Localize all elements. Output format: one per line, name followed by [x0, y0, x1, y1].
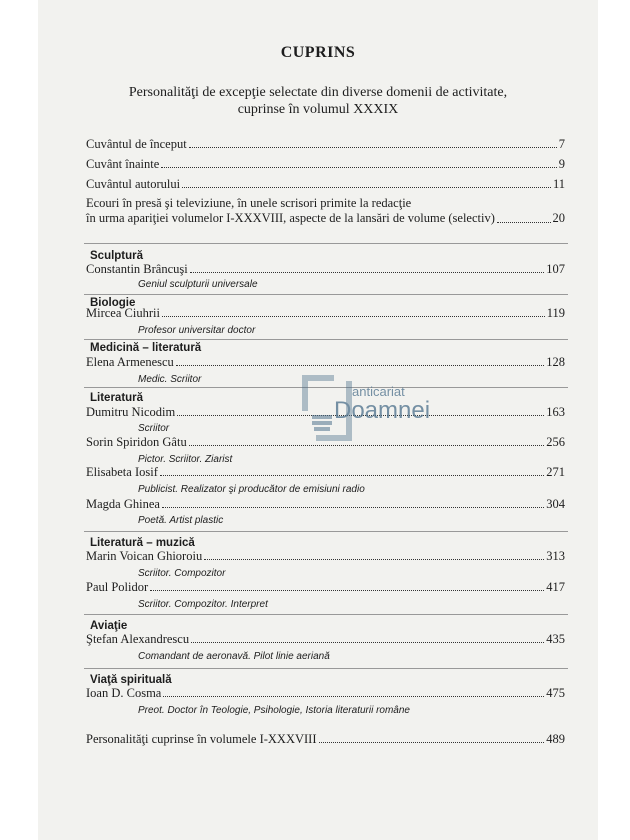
- section-title: Aviaţie: [90, 620, 128, 632]
- toc-entry-name: Ioan D. Cosma: [86, 686, 162, 700]
- toc-entry-name: Ştefan Alexandrescu: [86, 632, 190, 646]
- toc-entry: [86, 137, 565, 151]
- subtitle-line-2: cuprinse în volumul XXXIX: [237, 102, 399, 117]
- toc-entry-page: 313: [546, 549, 565, 563]
- toc-entry-name: Dumitru Nicodim: [86, 405, 176, 419]
- toc-entry-description: Publicist. Realizator şi producător de emisiuni radio: [138, 484, 365, 495]
- dot-leader: [162, 315, 545, 317]
- subtitle: [38, 84, 598, 118]
- toc-entry-label: Ecouri în presă şi televiziune, în unele scrisori primite la redacţie: [86, 196, 412, 210]
- dot-leader: [319, 741, 545, 743]
- section-divider: [84, 294, 568, 295]
- toc-entry-page: 271: [546, 465, 565, 479]
- toc-entry: [86, 306, 565, 320]
- toc-entry-name: Elena Armenescu: [86, 355, 174, 369]
- toc-entry-page: 7: [558, 137, 565, 151]
- toc-entry-page: 417: [546, 580, 565, 594]
- toc-entry-page: 435: [546, 632, 565, 646]
- toc-entry-label: în urma apariţiei volumelor I-XXXVIII, aspecte de la lansări de volume (selectiv): [86, 211, 495, 225]
- toc-entry-page: 475: [546, 686, 565, 700]
- dot-leader: [161, 166, 557, 168]
- toc-entry-page: 20: [552, 211, 565, 225]
- dot-leader: [150, 589, 544, 591]
- toc-entry-page: 11: [552, 177, 565, 191]
- toc-entry: [86, 580, 565, 594]
- toc-entry-description: Medic. Scriitor: [138, 374, 202, 385]
- dot-leader: [497, 221, 551, 223]
- section-divider: [84, 668, 568, 669]
- toc-entry: [86, 686, 565, 700]
- section-divider: [84, 243, 568, 244]
- watermark-logo: [294, 371, 431, 449]
- section-title: Literatură – muzică: [90, 537, 195, 549]
- toc-entry-description: Poetă. Artist plastic: [138, 515, 224, 526]
- toc-entry-final: [86, 732, 565, 746]
- toc-entry-label: Cuvântul de început: [86, 137, 187, 151]
- section-title: Biologie: [90, 297, 136, 309]
- toc-entry-name: Sorin Spiridon Gâtu: [86, 435, 187, 449]
- toc-entry-description: Scriitor. Compozitor: [138, 568, 226, 579]
- toc-entry: [86, 177, 565, 191]
- toc-entry: [86, 355, 565, 369]
- toc-entry: [86, 497, 565, 511]
- toc-entry: [86, 465, 565, 479]
- section-title: Viaţă spirituală: [90, 674, 172, 686]
- toc-entry-name: Paul Polidor: [86, 580, 149, 594]
- dot-leader: [189, 146, 557, 148]
- dot-leader: [176, 364, 544, 366]
- toc-entry-label: Cuvântul autorului: [86, 177, 181, 191]
- section-divider: [84, 531, 568, 532]
- toc-entry-name: Marin Voican Ghioroiu: [86, 549, 203, 563]
- dot-leader: [204, 558, 544, 560]
- dot-leader: [190, 271, 545, 273]
- section-title: Sculptură: [90, 250, 144, 262]
- toc-entry-name: Elisabeta Iosif: [86, 465, 158, 479]
- toc-entry-description: Profesor universitar doctor: [138, 325, 256, 336]
- toc-entry-page: 119: [546, 306, 565, 320]
- toc-entry-description: Scriitor. Compozitor. Interpret: [138, 599, 268, 610]
- page-title: CUPRINS: [280, 44, 356, 61]
- watermark-text-2: Doamnei: [334, 397, 431, 424]
- toc-entry: [86, 157, 565, 171]
- toc-entry-description: Comandant de aeronavă. Pilot linie aeriană: [138, 651, 330, 662]
- section-divider: [84, 339, 568, 340]
- dot-leader: [162, 506, 544, 508]
- dot-leader: [160, 474, 544, 476]
- toc-entry-description: Pictor. Scriitor. Ziarist: [138, 454, 233, 465]
- toc-entry-page: 107: [546, 262, 565, 276]
- toc-entry-label: Personalităţi cuprinse în volumele I-XXXVIII: [86, 732, 317, 746]
- book-page: [38, 0, 598, 840]
- toc-entry-description: Preot. Doctor în Teologie, Psihologie, Istoria literaturii române: [138, 705, 410, 716]
- dot-leader: [163, 695, 544, 697]
- toc-entry-name: Mircea Ciuhrii: [86, 306, 160, 320]
- toc-entry: [86, 549, 565, 563]
- subtitle-line-1: Personalităţi de excepţie selectate din diverse domenii de activitate,: [128, 85, 508, 100]
- toc-entry-page: 256: [546, 435, 565, 449]
- toc-entry-name: Magda Ghinea: [86, 497, 160, 511]
- section-divider: [84, 614, 568, 615]
- section-title: Literatură: [90, 392, 144, 404]
- toc-entry: [86, 262, 565, 276]
- toc-entry-name: Constantin Brâncuşi: [86, 262, 188, 276]
- toc-entry-description: Geniul sculpturii universale: [138, 279, 258, 290]
- toc-entry-page: 9: [558, 157, 565, 171]
- section-title: Medicină – literatură: [90, 342, 202, 354]
- toc-entry-label: Cuvânt înainte: [86, 157, 160, 171]
- dot-leader: [191, 641, 544, 643]
- dot-leader: [182, 186, 551, 188]
- watermark-text-1: anticariat: [352, 384, 405, 399]
- toc-entry: [86, 632, 565, 646]
- toc-entry-description: Scriitor: [138, 423, 170, 434]
- toc-entry-page: 128: [546, 355, 565, 369]
- toc-entry-page: 304: [546, 497, 565, 511]
- toc-entry-page: 163: [546, 405, 565, 419]
- toc-entry-ecouri: [86, 196, 565, 226]
- toc-entry-page: 489: [546, 732, 565, 746]
